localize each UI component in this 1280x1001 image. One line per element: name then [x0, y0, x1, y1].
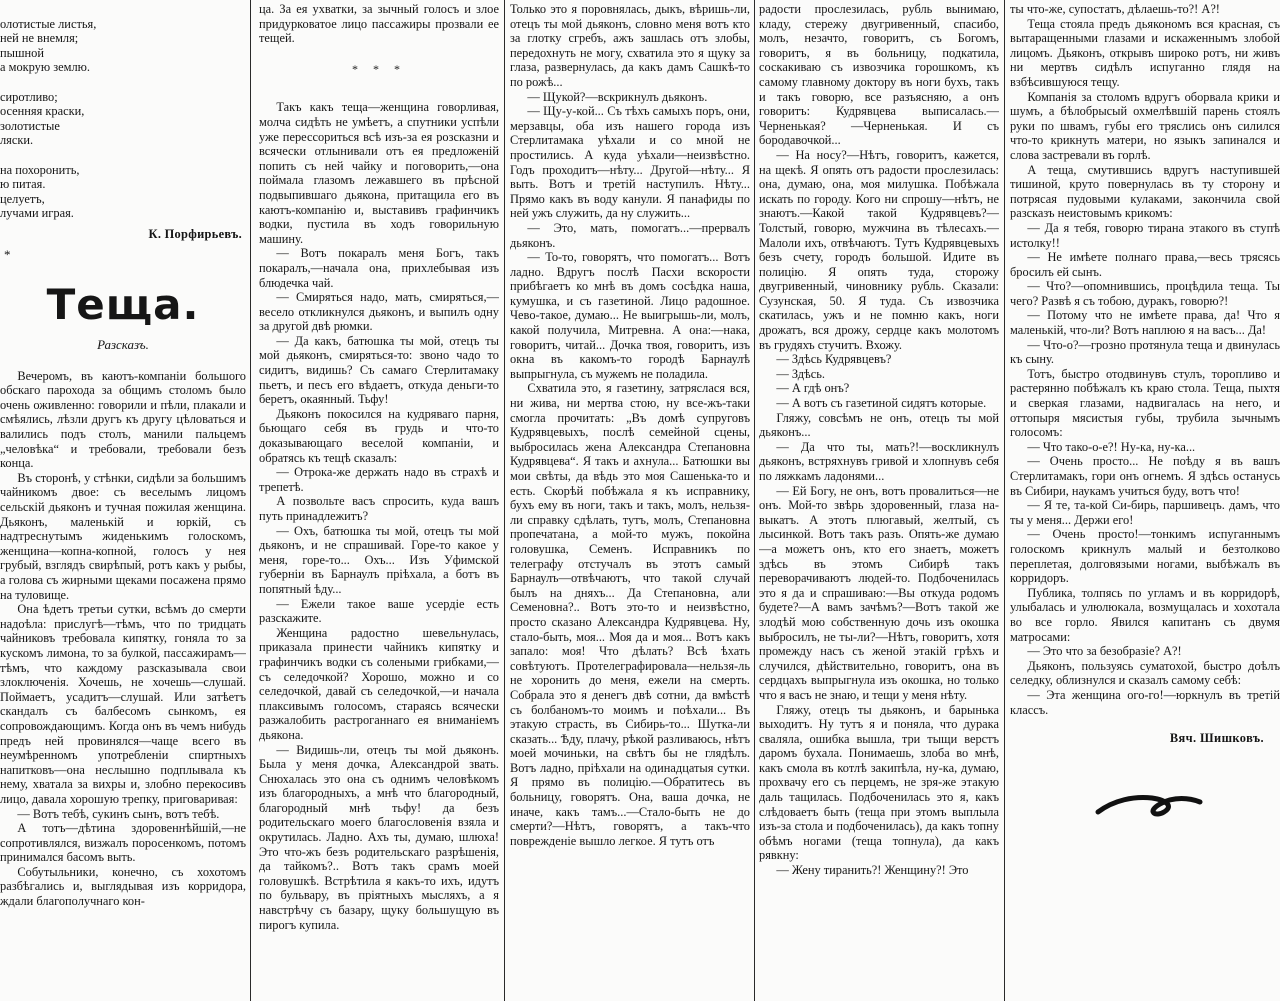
story-paragraph: Только это я поровнялась, дыкъ, вѣришь-ли, отецъ ты мой дьяконъ, словно меня вотъ кто за глотку сгребъ, ажъ зашлась отъ злобы, передохнуть не могу, схватила это я щуку за глаза, развернулась, да какъ дамъ Сашкѣ-то по рожѣ... [510, 2, 750, 89]
story-paragraph: Тотъ, быстро отодвинувъ стулъ, торопливо и растерянно побѣжалъ къ краю стола. Теща, пыхтя и сверкая глазами, надвигалась на него, и оттопыря мясистыя губы, трубила зычнымъ голосомъ: [1010, 366, 1280, 440]
column-rule [1004, 0, 1005, 1001]
story-paragraph: — Видишь-ли, отецъ ты мой дьяконъ. Была у меня дочка, Александрой звать. Снюхалась это она съ однимъ человѣкомъ изъ благородныхъ, а мнѣ что благородный, благородный мнѣ тьфу! да безъ родительскаго моего благословенія взяла и окрутилась. Ладно. Ахъ ты, думаю, шлюха! Это что-жъ безъ родительскаго разрѣшенія, да тайкомъ?.. Вотъ такъ срамъ моей головушкѣ. Встрѣтила я какъ-то ихъ, идутъ по бульвару, въ пріятныхъ мысляхъ, а я навстрѣчу съ базару, щуку большущую въ пирогъ купила. [259, 742, 499, 932]
story-paragraph: Компанія за столомъ вдругъ оборвала крики и шумъ, а бѣлобрысый охмелѣвшій парень стоялъ руки по швамъ, губы его тряслись онъ силился что-то крикнуть матери, но языкъ запинался и слова застревали въ горлѣ. [1010, 89, 1280, 162]
story-paragraph: — Вотъ покаралъ меня Богъ, такъ покаралъ,—начала она, прихлебывая изъ блюдечка чай. [259, 246, 499, 290]
poem-line [0, 148, 246, 163]
poem-line: лучами играя. [0, 206, 74, 221]
story-paragraph: — То-то, говорятъ, что помогатъ... Вотъ ладно. Вдругъ послѣ Пасхи вскорости прибѣгаетъ ко мнѣ въ домъ сосѣдка наша, кумушка, и съ газетиной. Лицо радошное. Чево-такое, думаю... Не выигрышь-ли, молъ, какой получила, Митревна. А она:—нака, говоритъ, читай... Дочка твоя, говоритъ, изъ окна въ какомъ-то городѣ Барнаулѣ выпрыгнула, съ мужемъ не поладила. [510, 250, 750, 381]
column-rule [754, 0, 755, 1001]
story-title: Теща. [46, 280, 200, 330]
story-paragraph: — Это, мать, помогатъ...—прервалъ дьяконъ. [510, 220, 750, 250]
story-paragraph: А позвольте васъ спросить, куда вашъ путь принадлежитъ? [259, 494, 499, 523]
column-rule [504, 0, 505, 1001]
story-paragraph: — А вотъ съ газетиной сидятъ которые. [776, 396, 987, 411]
poem-line: ю питая. [0, 177, 46, 192]
story-paragraph: Она ѣдетъ третьи сутки, всѣмъ до смерти надоѣла: прислугѣ—тѣмъ, что по тридцать чайниковъ требовала кипятку, гоняла то за кускомъ лимона, то за булкой, пассажирамъ—тѣмъ, что каждому разсказывала свои злоключенія. Хочешь, не хочешь—слушай. Поймаетъ, усадитъ—слушай. Или затѣетъ скандалъ съ балбесомъ сынкомъ, ея сопровождающимъ. Когда онъ въ чемъ нибудь предъ ней провинялся—чаще всего въ неумѣренномъ употребленіи спиртныхъ напитковъ—она неслышно подплывала къ нему, хватала за вихры и, злобно перекосивъ лицо, давала хорошую трепку, приговаривая: [0, 602, 246, 806]
poem-line: а мокрую землю. [0, 60, 91, 75]
poem-line: сиротливо; [0, 89, 58, 104]
story-paragraph: — Ей Богу, не онъ, вотъ провалиться—не онъ. Мой-то звѣрь здоровенный, глаза на-выкатъ. А этотъ плюгавый, желтый, съ лысинкой. Вотъ такъ разъ. Опять-же думаю—а можетъ онъ, кто его знаетъ, можетъ здѣсь въ этомъ Сибирѣ такъ переворачиваютъ людей-то. Подбоченилась это я да и спрашиваю:—Вы откуда родомъ будете?—А вамъ зачѣмъ?—Вотъ такой же злодѣй мою собственную дочь изъ окошка выбросилъ, не ты-ли?—Нѣтъ, говоритъ, хотя промежду насъ съ женой этакій грѣхъ и случился, дѣйствительно, говоритъ, она въ сердцахъ выпрыгнула изъ окошка, но только что я васъ не знаю, и тещи у меня нѣту. [759, 483, 999, 702]
story-paragraph: — Охъ, батюшка ты мой, отецъ ты мой дьяконъ, и не спрашивай. Горе-то какое у меня, горе-то... Охъ... Изъ Уфимской губерніи въ Барнаулъ пріѣхала, а ботъ въ попятный ѣду... [259, 523, 499, 596]
column-1 [0, 2, 246, 996]
column-5 [1010, 2, 1280, 996]
story-paragraph: Схватила это, я газетину, затряслася вся, ни жива, ни мертва стою, ну все-жъ-таки смогла прочитать: „Въ домѣ супруговъ Кудрявцевыхъ, послѣ семейной сцены, выбросилась жена Александра Степановна Кудрявцева“. Я такъ и ахнула... Батюшки вы мои свѣты, да вѣдь это моя Сашенька-то и есть. Скорѣй побѣжала я къ исправнику, бухъ ему въ ноги, такъ и такъ, молъ, нельзя-ли справку сдѣлать, тутъ, молъ, Степановна пропечатана, а мой-то мужъ, покойна головушка, Семенъ. Исправникъ по телеграфу отстучалъ въ этотъ самый Барнаулъ—отвѣчаютъ, что такой случай былъ на дняхъ... Да Степановна, али Семеновна?.. Вотъ это-то и неизвѣстно, просто сказано Александра Кудрявцева. Ну, стало-быть, моя... Моя да и моя... Вотъ какъ запало: моя! Что дѣлать? Всѣ ѣхать совѣтуютъ. Протелеграфировала—нельзя-ль не хоронить до меня, ежели на смерть. Собрала это я денегъ двѣ сотни, да вмѣстѣ съ болбаномъ-то моимъ и поѣхали... Въ этакую страсть, въ Сибирь-то... Шутка-ли сказать... Ѣду, плачу, рѣкой разливаюсь, нѣтъ моей мочиньки, на свѣтъ бы не глядѣлъ. Вотъ ладно, пріѣхали на одинадцатыя сутки. Я прямо въ полицію.—Обратитесь въ больницу, говорятъ. Она, ваша дочка, не иначе, какъ тамъ...—Стало-быть не до смерти?—Нѣтъ, говорятъ, а такъ-что поврежденіе вышло легкое. Я тутъ отъ [510, 381, 750, 848]
story-paragraph: — Ежели такое ваше усердіе есть разскажите. [259, 596, 499, 626]
story-paragraph: — Да какъ, батюшка ты мой, отецъ ты мой дьяконъ, смиряться-то: звоно чадо то сидитъ, видишь? Съ самаго Стерлитамаку пьетъ, и песъ его вѣдаетъ, откуда деньги-то беретъ, окаянный. Тьфу! [259, 333, 499, 407]
story-paragraph: — Вотъ тебѣ, сукинъ сынъ, вотъ тебѣ. [17, 806, 220, 821]
story-paragraph: — Что тако-о-е?! Ну-ка, ну-ка... [1027, 439, 1196, 454]
story-paragraph: Гляжу, совсѣмъ не онъ, отецъ ты мой дьяконъ... [759, 410, 999, 440]
poem-line: золотистые [0, 118, 60, 133]
story-paragraph: — Это что за безобразіе? А?! [1027, 644, 1182, 659]
section-asterisk: * [4, 246, 11, 262]
column-4 [759, 2, 999, 996]
story-paragraph: — Да что ты, мать?!—воскликнулъ дьяконъ, встряхнувъ гривой и хлопнувъ себя по ляжкамъ ладонями... [759, 439, 999, 483]
story-paragraph: — Щукой?—вскрикнулъ дьяконъ. [527, 89, 708, 104]
story-paragraph: Собутыльники, конечно, съ хохотомъ разбѣгались и, выглядывая изъ корридора, ждали благополучнаго кон- [0, 864, 246, 909]
poem-line: пышной [0, 45, 44, 60]
story-paragraph: — Эта женщина ого-го!—юркнулъ въ третій классъ. [1010, 687, 1280, 717]
story-paragraph: — Смиряться надо, мать, смиряться,—весело откликнулся дьяконъ, и выпилъ одну за другой двѣ рюмки. [259, 290, 499, 334]
story-paragraph: А теща, смутившись вдругъ наступившей тишиной, круто повернулась въ ту сторону и потрясая пудовыми кулаками, закончила свой разсказъ неистовымъ крикомъ: [1010, 162, 1280, 221]
story-paragraph: Дьяконъ покосился на кудряваго парня, бьющаго себя въ грудь и что-то доказывающаго веселой компаніи, и обратясь къ тещѣ сказалъ: [259, 406, 499, 465]
poem [0, 2, 246, 221]
column-3 [510, 2, 750, 996]
story-paragraph: Такъ какъ теща—женщина говорливая, молча сидѣть не умѣетъ, а спутники успѣли уже перессориться всѣ изъ-за ея розсказни и всячески отлынивали отъ ея предложеній попить съ ней чайку и поговорить,—она поймала глазомъ лежавшего въ прѣсной подвыпившаго дьякона, притащила его въ каютъ-компанію и, выставивъ графинчикъ водки, пустила въ ходъ говорильную машину. [259, 100, 499, 246]
poem-author: К. Порфирьевъ. [148, 226, 242, 241]
story-paragraph: — Отрока-же держать надо въ страхѣ и трепетѣ. [259, 465, 499, 494]
story-paragraph: Женщина радостно шевельнулась, приказала принести чайникъ кипятку и графинчикъ водки съ солеными грибками,—съ селедочкой? Хорошо, можно и со селедочкой, давай съ селедочкой,—и начала плаксивымъ голосомъ, стараясь всячески разжалобить растроганнаго ея вниманіемъ дьякона. [259, 625, 499, 742]
story-paragraph: А тотъ—дѣтина здоровеннѣйшій,—не сопротивлялся, визжалъ поросенкомъ, потомъ принимался басомъ выть. [0, 821, 246, 865]
story-paragraph: Вечеромъ, въ каютъ-компаніи большого обскаго парохода за общимъ столомъ было очень оживленно: говорили и пѣли, плакали и смѣялись, лѣзли другъ къ другу цѣловаться и валились подъ столъ, манили пальцемъ „человѣка“ и требовали, требовали безъ конца. [0, 368, 246, 471]
column-rule [250, 0, 251, 1001]
story-paragraph: — Я те, та-кой Си-бирь, паршивецъ. дамъ, что ты у меня... Держи его! [1010, 498, 1280, 527]
story-paragraph: — Здѣсь Кудрявцевъ? [776, 352, 892, 367]
story-paragraph: — А гдѣ онъ? [776, 381, 850, 396]
poem-line: целуетъ, [0, 191, 45, 206]
story-paragraph: — Очень просто... Не поѣду я въ вашъ Стерлитамакъ, гори онъ огнемъ. Я здѣсь останусь въ Сибири, наукамъ учиться буду, вотъ что! [1010, 454, 1280, 498]
section-stars: * * * [352, 61, 406, 76]
story-paragraph: — Здѣсь. [776, 366, 826, 381]
poem-line: на похоронить, [0, 162, 80, 177]
end-flourish-icon [1094, 782, 1204, 822]
story-paragraph: Теща стояла предъ дьякономъ вся красная, съ вытаращенными глазами и искаженнымъ злобой лицомъ. Дьяконъ, открывъ широко ротъ, ни живъ ни мертвъ сидѣлъ испуганно глядя на взбѣсившуюся тещу. [1010, 16, 1280, 89]
story-paragraph: — Очень просто!—тонкимъ испуганнымъ голоскомъ крикнулъ малый и безтолково переплетая, долговязыми ногами, выбѣжалъ въ корридоръ. [1010, 527, 1280, 586]
story-paragraph: — Потому что не имѣете права, да! Что я маленькій, что-ли? Вотъ наплюю я на васъ... Да! [1010, 308, 1280, 338]
story-paragraph: ты что-же, супостатъ, дѣлаешь-то?! А?! [1010, 2, 1220, 16]
poem-line [0, 2, 246, 17]
story-paragraph: — Что?—опомнившись, процѣдила теща. Ты чего? Развѣ я съ тобою, дуракъ, говорю?! [1010, 279, 1280, 308]
story-paragraph: Въ сторонѣ, у стѣнки, сидѣли за большимъ чайникомъ двое: съ веселымъ лицомъ сельскій дьяконъ и тучная пожилая женщина. Дьяконъ, маленькій и юркій, съ надтреснутымъ жиденькимъ голоскомъ, женщина—копна-копной, голосъ у нея грубый, взглядъ свирѣпый, ротъ какъ у рыбы, а голова съ жирными щеками посажена прямо на туловище. [0, 470, 246, 602]
story-paragraph: Публика, толпясь по угламъ и въ корридорѣ, улыбалась и улюлюкала, возмущалась и хохотала во все горло. Явился капитанъ съ двумя матросами: [1010, 585, 1280, 644]
story-paragraph: Гляжу, отецъ ты дьяконъ, и барынька выходитъ. Ну тутъ я и поняла, что дурака сваляла, ошибка вышла, три тыщи верстъ даромъ бухала. Понимаешь, злоба во мнѣ, какъ смола въ котлѣ закипѣла, ну-ка, думаю, прохвачу его съ перцемъ, не зря-же этакую даль тащилась. Подбоченилась это я, какъ слѣдоваетъ быть (теща при этомъ выплыла изъ-за стола и подбоченилась), да какъ топну обѣмъ ногами (теща топнула), да какъ рявкну: [759, 702, 999, 863]
poem-line: олотистые листья, [0, 16, 97, 31]
story-paragraph: — Жену тиранить?! Женщину?! Это [776, 863, 969, 878]
story-paragraph: ца. За ея ухватки, за зычный голосъ и злое придурковатое лицо пассажиры прозвали ее тещей. [259, 2, 499, 46]
story-paragraph: — Что-о?—грозно протянула теща и двинулась къ сыну. [1010, 337, 1280, 367]
story-paragraph: Дьяконъ, пользуясь суматохой, быстро доѣлъ селедку, облизнулся и сказалъ самому себѣ: [1010, 658, 1280, 688]
story-signature: Вяч. Шишковъ. [1169, 731, 1264, 746]
poem-line [0, 75, 246, 90]
story-paragraph: — Щу-у-кой... Съ тѣхъ самыхъ поръ, они, мерзавцы, оба изъ нашего города изъ Стерлитамака уѣхали и со мной не простились. А куда уѣхали—неизвѣстно. Годъ проходитъ—нѣту... Другой—нѣту... Я выть. Вотъ и третій наступилъ. Нѣту... Прямо какъ въ воду канули. Я панафиды по ней ужъ служить, да ну служить... [510, 104, 750, 221]
story-paragraph: — Да я тебя, говорю тирана этакого въ ступѣ истолку!! [1010, 220, 1280, 250]
poem-line: осенняя краски, [0, 104, 85, 119]
poem-line: ней не внемля; [0, 31, 79, 46]
story-paragraph: — На носу?—Нѣтъ, говоритъ, кажется, на щекѣ. Я опять отъ радости прослезилась: она, думаю, она, моя милушка. Побѣжала искать по городу. Кого ни спрошу—нѣтъ, не знаютъ.—Какой такой Кудрявцевъ?—Толстый, говорю, мужчина въ тѣлесахъ.—Малоли ихъ, отвѣчаютъ. Тутъ Кудрявцевыхъ безъ счету, городъ большой. Идите въ полицію. Я опять туда, сторожу двугривенный, чиновнику рубль. Сказали: Сузунская, 50. Я туда. Съ извозчика скатилась, ужъ и не помню какъ, ноги дрожатъ, вся дрожу, сердце какъ молотомъ въ грудяхъ стучитъ. Вхожу. [759, 147, 999, 352]
poem-line: ляски. [0, 133, 34, 148]
story-paragraph: — Не имѣете полнаго права,—весь трясясь бросилъ ей сынъ. [1010, 250, 1280, 279]
story-paragraph: радости прослезилась, рубль вынимаю, кладу, стережу двугривенный, спасибо, молъ, незачто, говоритъ, съ Богомъ, говоритъ, я въ больницу, подкатила, соскакиваю съ извозчика горошкомъ, къ самому главному доктору въ ноги бухъ, такъ и такъ говорю, все разъясняю, а онъ говоритъ: Кудрявцева выписалась.—Черненькая? —Черненькая. И съ бородавочкой... [759, 2, 999, 148]
story-genre: Разсказъ. [97, 337, 149, 353]
column-2 [259, 2, 499, 996]
